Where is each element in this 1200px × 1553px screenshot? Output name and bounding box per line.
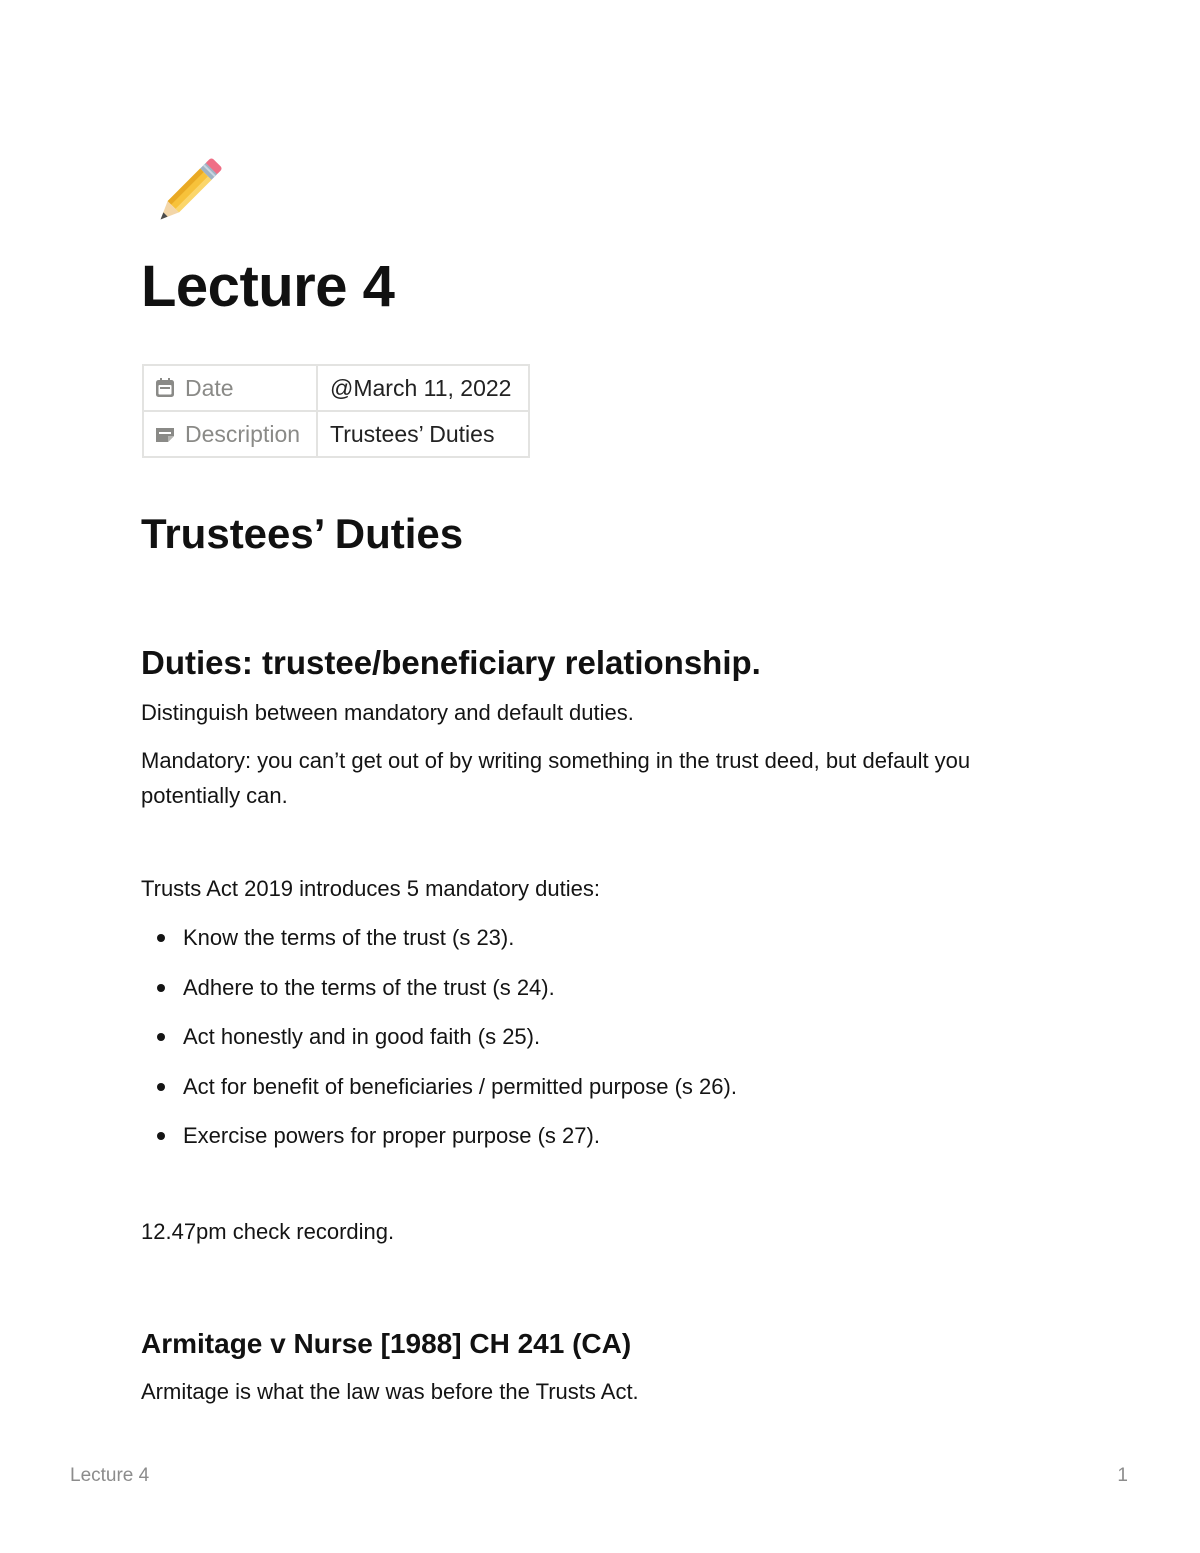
property-key-date[interactable] — [143, 365, 317, 411]
bullet-icon — [157, 1083, 165, 1091]
property-label: Date — [185, 374, 234, 401]
list-item-text: Exercise powers for proper purpose (s 27). — [183, 1123, 600, 1148]
properties-table — [142, 364, 530, 458]
list-item-text: Know the terms of the trust (s 23). — [183, 925, 515, 950]
calendar-icon — [154, 377, 176, 399]
mandatory-duties-list — [141, 920, 737, 1168]
list-item — [141, 1118, 737, 1168]
text-lines-icon — [154, 423, 176, 445]
page-title: Lecture 4 — [141, 254, 395, 319]
footer-page-number: 1 — [1117, 1465, 1128, 1486]
property-value-date[interactable]: @March 11, 2022 — [317, 365, 529, 411]
property-row-date — [143, 365, 529, 411]
paragraph-mandatory-line-2: potentially can. — [141, 783, 288, 808]
list-item-text: Adhere to the terms of the trust (s 24). — [183, 974, 555, 1000]
list-item-text: Act for benefit of beneficiaries / permitted purpose (s 26). — [183, 1073, 737, 1099]
list-item — [141, 1019, 737, 1069]
paragraph-mandatory — [141, 743, 970, 813]
bullet-icon — [157, 1132, 165, 1140]
paragraph-trusts-act: Trusts Act 2019 introduces 5 mandatory duties: — [141, 876, 600, 901]
property-label: Description — [185, 420, 301, 447]
list-item — [141, 920, 737, 970]
bullet-icon — [157, 1033, 165, 1041]
bullet-icon — [157, 984, 165, 992]
bullet-icon — [157, 934, 165, 942]
property-key-description[interactable] — [143, 411, 317, 457]
paragraph-armitage: Armitage is what the law was before the Trusts Act. — [141, 1379, 639, 1404]
property-row-description — [143, 411, 529, 457]
list-item — [141, 1069, 737, 1119]
heading-armitage-v-nurse: Armitage v Nurse [1988] CH 241 (CA) — [141, 1328, 632, 1359]
footer-document-title: Lecture 4 — [70, 1465, 150, 1486]
paragraph-distinguish: Distinguish between mandatory and default duties. — [141, 700, 634, 725]
pencil-icon — [142, 150, 230, 238]
paragraph-check-recording: 12.47pm check recording. — [141, 1219, 395, 1244]
paragraph-mandatory-line-1: Mandatory: you can’t get out of by writing something in the trust deed, but default you — [141, 748, 971, 773]
heading-trustees-duties: Trustees’ Duties — [141, 510, 464, 557]
list-item — [141, 970, 737, 1020]
list-item-text: Act honestly and in good faith (s 25). — [183, 1024, 541, 1049]
property-value-description[interactable]: Trustees’ Duties — [317, 411, 529, 457]
heading-duties-relationship: Duties: trustee/beneficiary relationship. — [141, 644, 761, 681]
